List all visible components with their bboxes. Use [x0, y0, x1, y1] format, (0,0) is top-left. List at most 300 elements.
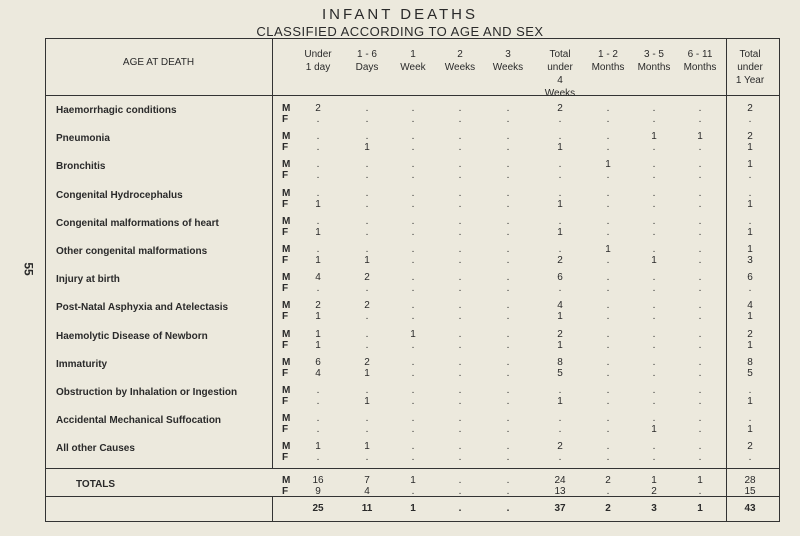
cell-value: . [698, 255, 702, 266]
row-divider [45, 95, 780, 96]
cell-value: . [748, 283, 752, 295]
cell-value: . [652, 103, 656, 114]
table-subtitle: CLASSIFIED ACCORDING TO AGE AND SEX [256, 24, 544, 39]
cell-value: . [606, 215, 610, 227]
cell-value: . [558, 114, 562, 125]
cell-value: 1 [315, 328, 321, 340]
cell-value: . [606, 385, 610, 396]
cell-value: . [458, 413, 462, 425]
cell-value: . [411, 339, 415, 351]
cell-value: . [652, 300, 656, 312]
cell-value: . [458, 385, 462, 396]
cell-value: . [411, 441, 415, 453]
cause-label: All other Causes [56, 443, 135, 455]
grand-total-value: 11 [361, 503, 373, 514]
cell-value: . [606, 255, 610, 266]
cell-value: . [411, 255, 415, 266]
cell-value: 1 [315, 226, 321, 238]
cell-value: . [558, 159, 562, 171]
cell-value: 1 [557, 311, 563, 323]
cell-value: . [458, 300, 462, 312]
cell-value: 1 [605, 244, 611, 255]
cell-value: . [506, 159, 510, 171]
column-header-line: Weeks [544, 88, 576, 99]
cell-value: . [748, 215, 752, 227]
cell-value: . [365, 198, 369, 210]
cell-value: 2 [557, 103, 563, 114]
total-value: . [606, 486, 610, 497]
cell-value: 1 [315, 311, 321, 323]
cell-value: 1 [364, 142, 370, 154]
cell-value: . [698, 226, 702, 238]
cell-value: . [558, 244, 562, 255]
total-value: 7 [364, 475, 370, 486]
cell-value: . [698, 159, 702, 171]
cell-value: . [606, 452, 610, 464]
cell-value: . [506, 424, 510, 436]
column-header-line: under [737, 62, 763, 73]
sex-label-m: M [282, 244, 291, 255]
age-at-death-header: AGE AT DEATH [122, 57, 195, 68]
cause-label: Pneumonia [56, 133, 110, 145]
column-header-line: 2 [457, 49, 463, 60]
column-divider [272, 38, 273, 468]
cell-value: . [316, 244, 320, 255]
cell-value: . [458, 328, 462, 340]
cell-value: . [606, 103, 610, 114]
cell-value: . [458, 283, 462, 295]
cell-value: . [698, 244, 702, 255]
cell-value: . [698, 452, 702, 464]
cell-value: . [458, 244, 462, 255]
cell-value: . [652, 283, 656, 295]
cell-value: . [748, 385, 752, 396]
cell-value: . [411, 131, 415, 143]
cell-value: . [506, 396, 510, 407]
cell-value: . [506, 244, 510, 255]
cell-value: . [698, 385, 702, 396]
cell-value: 1 [651, 131, 657, 143]
cell-value: . [365, 385, 369, 396]
cell-value: 2 [315, 103, 321, 114]
cell-value: 1 [651, 255, 657, 266]
cell-value: . [316, 215, 320, 227]
cause-label: Congenital malformations of heart [56, 217, 219, 229]
cell-value: . [506, 142, 510, 154]
cell-value: . [411, 396, 415, 407]
grand-total-value: 3 [651, 503, 657, 514]
column-header [290, 48, 346, 74]
cause-label: Haemolytic Disease of Newborn [56, 330, 208, 342]
cell-value: . [558, 385, 562, 396]
cell-value: . [506, 328, 510, 340]
cell-value: . [506, 255, 510, 266]
cell-value: . [606, 441, 610, 453]
cell-value: . [365, 131, 369, 143]
cell-value: . [698, 424, 702, 436]
cell-value: . [506, 356, 510, 368]
cell-value: 5 [557, 367, 563, 379]
cell-value: . [365, 339, 369, 351]
cell-value: . [698, 339, 702, 351]
cell-value: . [506, 226, 510, 238]
cell-value: 1 [747, 396, 753, 407]
page-number: 55 [21, 262, 36, 276]
cell-value: . [316, 424, 320, 436]
cell-value: . [411, 198, 415, 210]
cell-value: . [698, 187, 702, 199]
cell-value: . [506, 283, 510, 295]
cell-value: . [506, 311, 510, 323]
sex-label-m: M [282, 475, 291, 486]
cell-value: . [458, 441, 462, 453]
cell-value: . [698, 215, 702, 227]
sex-label-f: F [282, 367, 289, 379]
cell-value: . [652, 356, 656, 368]
cell-value: 4 [747, 300, 753, 312]
cell-value: . [458, 339, 462, 351]
cell-value: . [558, 131, 562, 143]
cell-value: . [606, 187, 610, 199]
cell-value: 6 [557, 272, 563, 284]
cell-value: 1 [557, 226, 563, 238]
cell-value: . [698, 356, 702, 368]
cell-value: . [506, 452, 510, 464]
cell-value: . [606, 142, 610, 154]
cell-value: . [506, 170, 510, 182]
cell-value: . [316, 452, 320, 464]
cell-value: . [652, 187, 656, 199]
cell-value: . [506, 367, 510, 379]
cell-value: . [506, 385, 510, 396]
sex-label-f: F [282, 339, 289, 351]
cell-value: . [652, 367, 656, 379]
cell-value: 1 [557, 339, 563, 351]
total-value: 9 [315, 486, 321, 497]
cell-value: . [506, 114, 510, 125]
total-value: . [506, 475, 510, 486]
cell-value: 1 [315, 198, 321, 210]
cell-value: . [316, 142, 320, 154]
cell-value: . [698, 311, 702, 323]
cell-value: . [652, 396, 656, 407]
cause-label: Bronchitis [56, 161, 106, 173]
sex-label-m: M [282, 300, 291, 312]
cell-value: . [606, 170, 610, 182]
row-divider [45, 468, 780, 469]
cell-value: . [458, 396, 462, 407]
cell-value: . [606, 413, 610, 425]
column-header-line: Days [355, 62, 379, 73]
cell-value: . [365, 328, 369, 340]
cell-value: 2 [747, 103, 753, 114]
column-header-line: Under [304, 49, 332, 60]
column-header [722, 48, 778, 87]
column-header-line: 1 day [305, 62, 331, 73]
grand-total-value: . [458, 503, 462, 514]
cell-value: . [506, 198, 510, 210]
cell-value: . [652, 114, 656, 125]
total-value: 2 [651, 486, 657, 497]
sex-label-f: F [282, 114, 289, 125]
total-value: 1 [697, 475, 703, 486]
cell-value: . [316, 187, 320, 199]
cell-value: . [698, 114, 702, 125]
cell-value: 1 [315, 255, 321, 266]
cell-value: . [506, 187, 510, 199]
cell-value: . [606, 131, 610, 143]
cell-value: 3 [747, 255, 753, 266]
cell-value: . [606, 300, 610, 312]
grand-total-value: 43 [744, 503, 756, 514]
total-value: 24 [554, 475, 566, 486]
sex-label-m: M [282, 215, 291, 227]
cell-value: . [652, 328, 656, 340]
cell-value: 1 [747, 244, 753, 255]
cell-value: . [365, 311, 369, 323]
cell-value: . [365, 424, 369, 436]
cell-value: 1 [557, 142, 563, 154]
cell-value: . [652, 385, 656, 396]
cell-value: . [411, 103, 415, 114]
cell-value: . [411, 356, 415, 368]
cell-value: . [698, 328, 702, 340]
sex-label-f: F [282, 424, 289, 436]
cell-value: . [606, 272, 610, 284]
sex-label-f: F [282, 311, 289, 323]
cell-value: 1 [410, 328, 416, 340]
total-value: 16 [312, 475, 324, 486]
table-title: INFANT DEATHS [322, 6, 478, 23]
cell-value: . [652, 441, 656, 453]
column-header-line: Months [683, 62, 717, 73]
cell-value: . [606, 424, 610, 436]
cell-value: . [506, 215, 510, 227]
sex-label-m: M [282, 131, 291, 143]
cell-value: 1 [747, 159, 753, 171]
cell-value: . [652, 339, 656, 351]
cell-value: 2 [557, 255, 563, 266]
sex-label-m: M [282, 385, 291, 396]
cause-label: Congenital Hydrocephalus [56, 189, 183, 201]
cell-value: . [411, 244, 415, 255]
sex-label-f: F [282, 452, 289, 464]
total-value: . [458, 475, 462, 486]
cell-value: 2 [747, 328, 753, 340]
cell-value: . [558, 215, 562, 227]
cause-label: Immaturity [56, 358, 108, 370]
cell-value: . [652, 244, 656, 255]
sex-label-f: F [282, 486, 289, 497]
total-value: . [698, 486, 702, 497]
cell-value: . [411, 283, 415, 295]
column-header-line: Week [400, 62, 426, 73]
cell-value: . [698, 198, 702, 210]
cell-value: . [411, 385, 415, 396]
cell-value: . [606, 367, 610, 379]
total-value: . [506, 486, 510, 497]
cell-value: 1 [557, 198, 563, 210]
cell-value: . [316, 114, 320, 125]
sex-label-m: M [282, 103, 291, 114]
cell-value: . [316, 131, 320, 143]
cell-value: . [365, 159, 369, 171]
cell-value: 1 [697, 131, 703, 143]
column-header-line: Weeks [444, 62, 476, 73]
cell-value: . [365, 244, 369, 255]
sex-label-m: M [282, 356, 291, 368]
cell-value: 1 [747, 311, 753, 323]
cell-value: . [458, 114, 462, 125]
cell-value: . [606, 283, 610, 295]
cell-value: . [606, 339, 610, 351]
cell-value: . [316, 283, 320, 295]
cell-value: . [698, 413, 702, 425]
cell-value: . [652, 215, 656, 227]
cell-value: . [365, 114, 369, 125]
cell-value: 1 [747, 226, 753, 238]
cell-value: . [698, 396, 702, 407]
cell-value: . [458, 131, 462, 143]
total-value: 1 [651, 475, 657, 486]
sex-label-f: F [282, 226, 289, 238]
cell-value: . [316, 413, 320, 425]
cause-label: Injury at birth [56, 274, 120, 286]
total-value: 2 [605, 475, 611, 486]
column-header-line: 1 - 6 [356, 49, 377, 60]
cell-value: . [506, 272, 510, 284]
cell-value: . [365, 413, 369, 425]
cell-value: . [458, 356, 462, 368]
sex-label-f: F [282, 198, 289, 210]
total-value: . [458, 486, 462, 497]
cell-value: . [365, 452, 369, 464]
sex-label-f: F [282, 142, 289, 154]
sex-label-m: M [282, 328, 291, 340]
cell-value: . [411, 367, 415, 379]
cell-value: . [458, 159, 462, 171]
column-header-line: Weeks [492, 62, 524, 73]
column-divider [726, 38, 727, 522]
column-header-line: 6 - 11 [687, 49, 713, 60]
cell-value: . [748, 170, 752, 182]
column-header [480, 48, 536, 74]
sex-label-m: M [282, 272, 291, 284]
cell-value: 1 [747, 142, 753, 154]
cell-value: 4 [557, 300, 563, 312]
cell-value: 1 [364, 255, 370, 266]
cell-value: . [606, 311, 610, 323]
cell-value: . [365, 215, 369, 227]
total-value: . [411, 486, 415, 497]
cell-value: . [365, 187, 369, 199]
cell-value: . [698, 103, 702, 114]
cell-value: . [506, 413, 510, 425]
cell-value: . [411, 424, 415, 436]
cell-value: . [316, 396, 320, 407]
cell-value: . [606, 396, 610, 407]
cell-value: . [316, 159, 320, 171]
grand-total-value: 37 [554, 503, 566, 514]
cause-label: Post-Natal Asphyxia and Atelectasis [56, 302, 229, 314]
grand-total-value: . [506, 503, 510, 514]
cell-value: . [411, 215, 415, 227]
cell-value: 2 [364, 272, 370, 284]
cell-value: 2 [747, 131, 753, 143]
cell-value: 1 [315, 339, 321, 351]
sex-label-m: M [282, 441, 291, 453]
total-value: 4 [364, 486, 370, 497]
cell-value: . [558, 424, 562, 436]
column-header-line: Total [739, 49, 761, 60]
cell-value: . [458, 452, 462, 464]
cell-value: 1 [747, 339, 753, 351]
cell-value: . [698, 300, 702, 312]
cell-value: . [698, 367, 702, 379]
cell-value: . [411, 170, 415, 182]
total-value: 13 [554, 486, 566, 497]
cell-value: 8 [557, 356, 563, 368]
cell-value: . [748, 452, 752, 464]
cell-value: 1 [557, 396, 563, 407]
totals-label: TOTALS [76, 479, 116, 490]
cell-value: . [411, 413, 415, 425]
grand-total-value: 1 [410, 503, 416, 514]
cell-value: . [506, 131, 510, 143]
cell-value: 1 [364, 441, 370, 453]
cell-value: . [365, 170, 369, 182]
cell-value: . [411, 272, 415, 284]
cell-value: . [458, 170, 462, 182]
cell-value: . [558, 413, 562, 425]
cause-label: Obstruction by Inhalation or Ingestion [56, 387, 238, 398]
cell-value: . [558, 187, 562, 199]
cell-value: . [506, 300, 510, 312]
cell-value: . [458, 311, 462, 323]
cause-label: Other congenital malformations [56, 246, 208, 257]
cell-value: . [698, 283, 702, 295]
cell-value: . [652, 226, 656, 238]
cell-value: . [458, 367, 462, 379]
sex-label-f: F [282, 283, 289, 295]
cell-value: 2 [747, 441, 753, 453]
cell-value: . [458, 255, 462, 266]
cell-value: 6 [315, 356, 321, 368]
cell-value: . [506, 103, 510, 114]
grand-total-value: 25 [312, 503, 324, 514]
cell-value: . [652, 170, 656, 182]
cell-value: . [411, 187, 415, 199]
cell-value: . [606, 356, 610, 368]
cell-value: . [458, 142, 462, 154]
cell-value: 1 [605, 159, 611, 171]
cause-label: Haemorrhagic conditions [56, 105, 177, 116]
cell-value: . [606, 114, 610, 125]
cell-value: . [411, 159, 415, 171]
sex-label-f: F [282, 170, 289, 182]
cell-value: 2 [364, 356, 370, 368]
cell-value: 4 [315, 272, 321, 284]
cell-value: . [458, 226, 462, 238]
cell-value: . [458, 198, 462, 210]
sex-label-f: F [282, 255, 289, 266]
cell-value: 1 [364, 396, 370, 407]
column-header-line: Total [549, 49, 571, 60]
cell-value: . [606, 198, 610, 210]
column-header-line: Months [637, 62, 671, 73]
cell-value: 1 [747, 424, 753, 436]
sex-label-m: M [282, 159, 291, 171]
